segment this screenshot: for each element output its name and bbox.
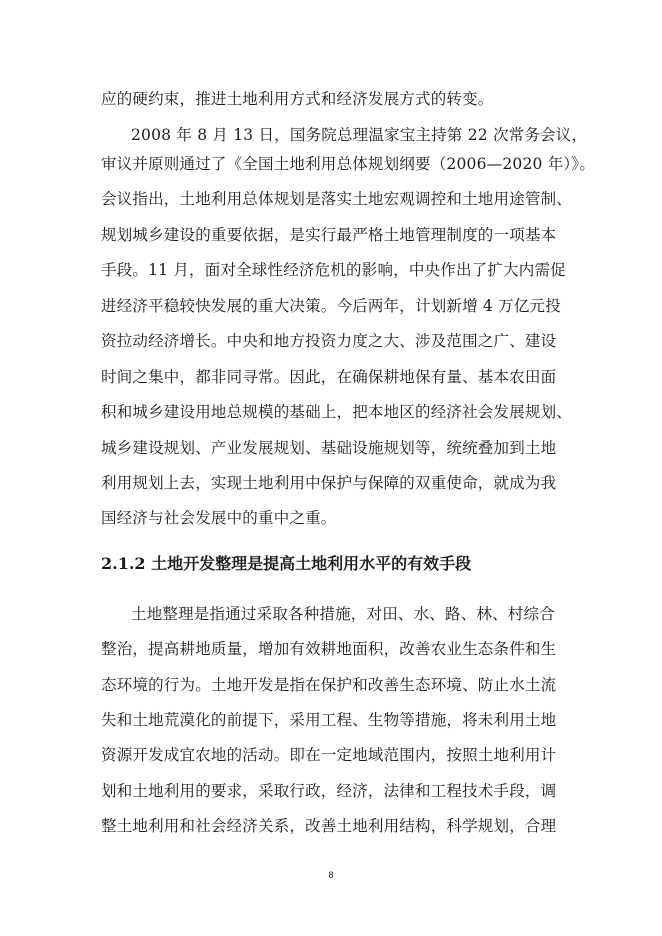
paragraph-line: 划和土地利用的要求，采取行政，经济，法律和工程技术手段，调 [101,782,557,800]
paragraph-line: 国经济与社会发展中的重中之重。 [101,509,337,527]
paragraph-line: 整治，提高耕地质量，增加有效耕地面积，改善农业生态条件和生 [101,640,557,658]
section-heading: 2.1.2 土地开发整理是提高土地利用水平的有效手段 [101,554,472,573]
paragraph-line: 进经济平稳较快发展的重大决策。今后两年，计划新增 4 万亿元投 [101,297,561,315]
paragraph-line: 2008 年 8 月 13 日，国务院总理温家宝主持第 22 次常务会议， [131,126,588,144]
paragraph-line: 整土地利用和社会经济关系，改善土地利用结构，科学规划，合理 [101,817,557,835]
paragraph-line: 时间之集中，都非同寻常。因此，在确保耕地保有量、基本农田面 [101,368,557,386]
paragraph-line: 审议并原则通过了《全国土地利用总体规划纲要（2006—2020 年）》。 [101,155,596,173]
paragraph-line: 规划城乡建设的重要依据，是实行最严格土地管理制度的一项基本 [101,226,557,244]
page-number: 8 [328,870,334,880]
paragraph-line: 应的硬约束，推进土地利用方式和经济发展方式的转变。 [101,90,494,108]
paragraph-line: 资源开发成宜农地的活动。即在一定地域范围内，按照土地利用计 [101,746,557,764]
paragraph-line: 会议指出，土地利用总体规划是落实土地宏观调控和土地用途管制、 [101,190,573,208]
paragraph-line: 土地整理是指通过采取各种措施，对田、水、路、林、村综合 [131,605,555,623]
paragraph-line: 态环境的行为。土地开发是指在保护和改善生态环境、防止水土流 [101,676,557,694]
paragraph-line: 失和土地荒漠化的前提下，采用工程、生物等措施，将未利用土地 [101,711,557,729]
paragraph-line: 积和城乡建设用地总规模的基础上，把本地区的经济社会发展规划、 [101,403,573,421]
paragraph-line: 资拉动经济增长。中央和地方投资力度之大、涉及范围之广、建设 [101,332,557,350]
paragraph-line: 利用规划上去，实现土地利用中保护与保障的双重使命，就成为我 [101,474,557,492]
paragraph-line: 手段。11 月，面对全球性经济危机的影响，中央作出了扩大内需促 [101,261,566,279]
paragraph-line: 城乡建设规划、产业发展规划、基础设施规划等，统统叠加到土地 [101,439,557,457]
